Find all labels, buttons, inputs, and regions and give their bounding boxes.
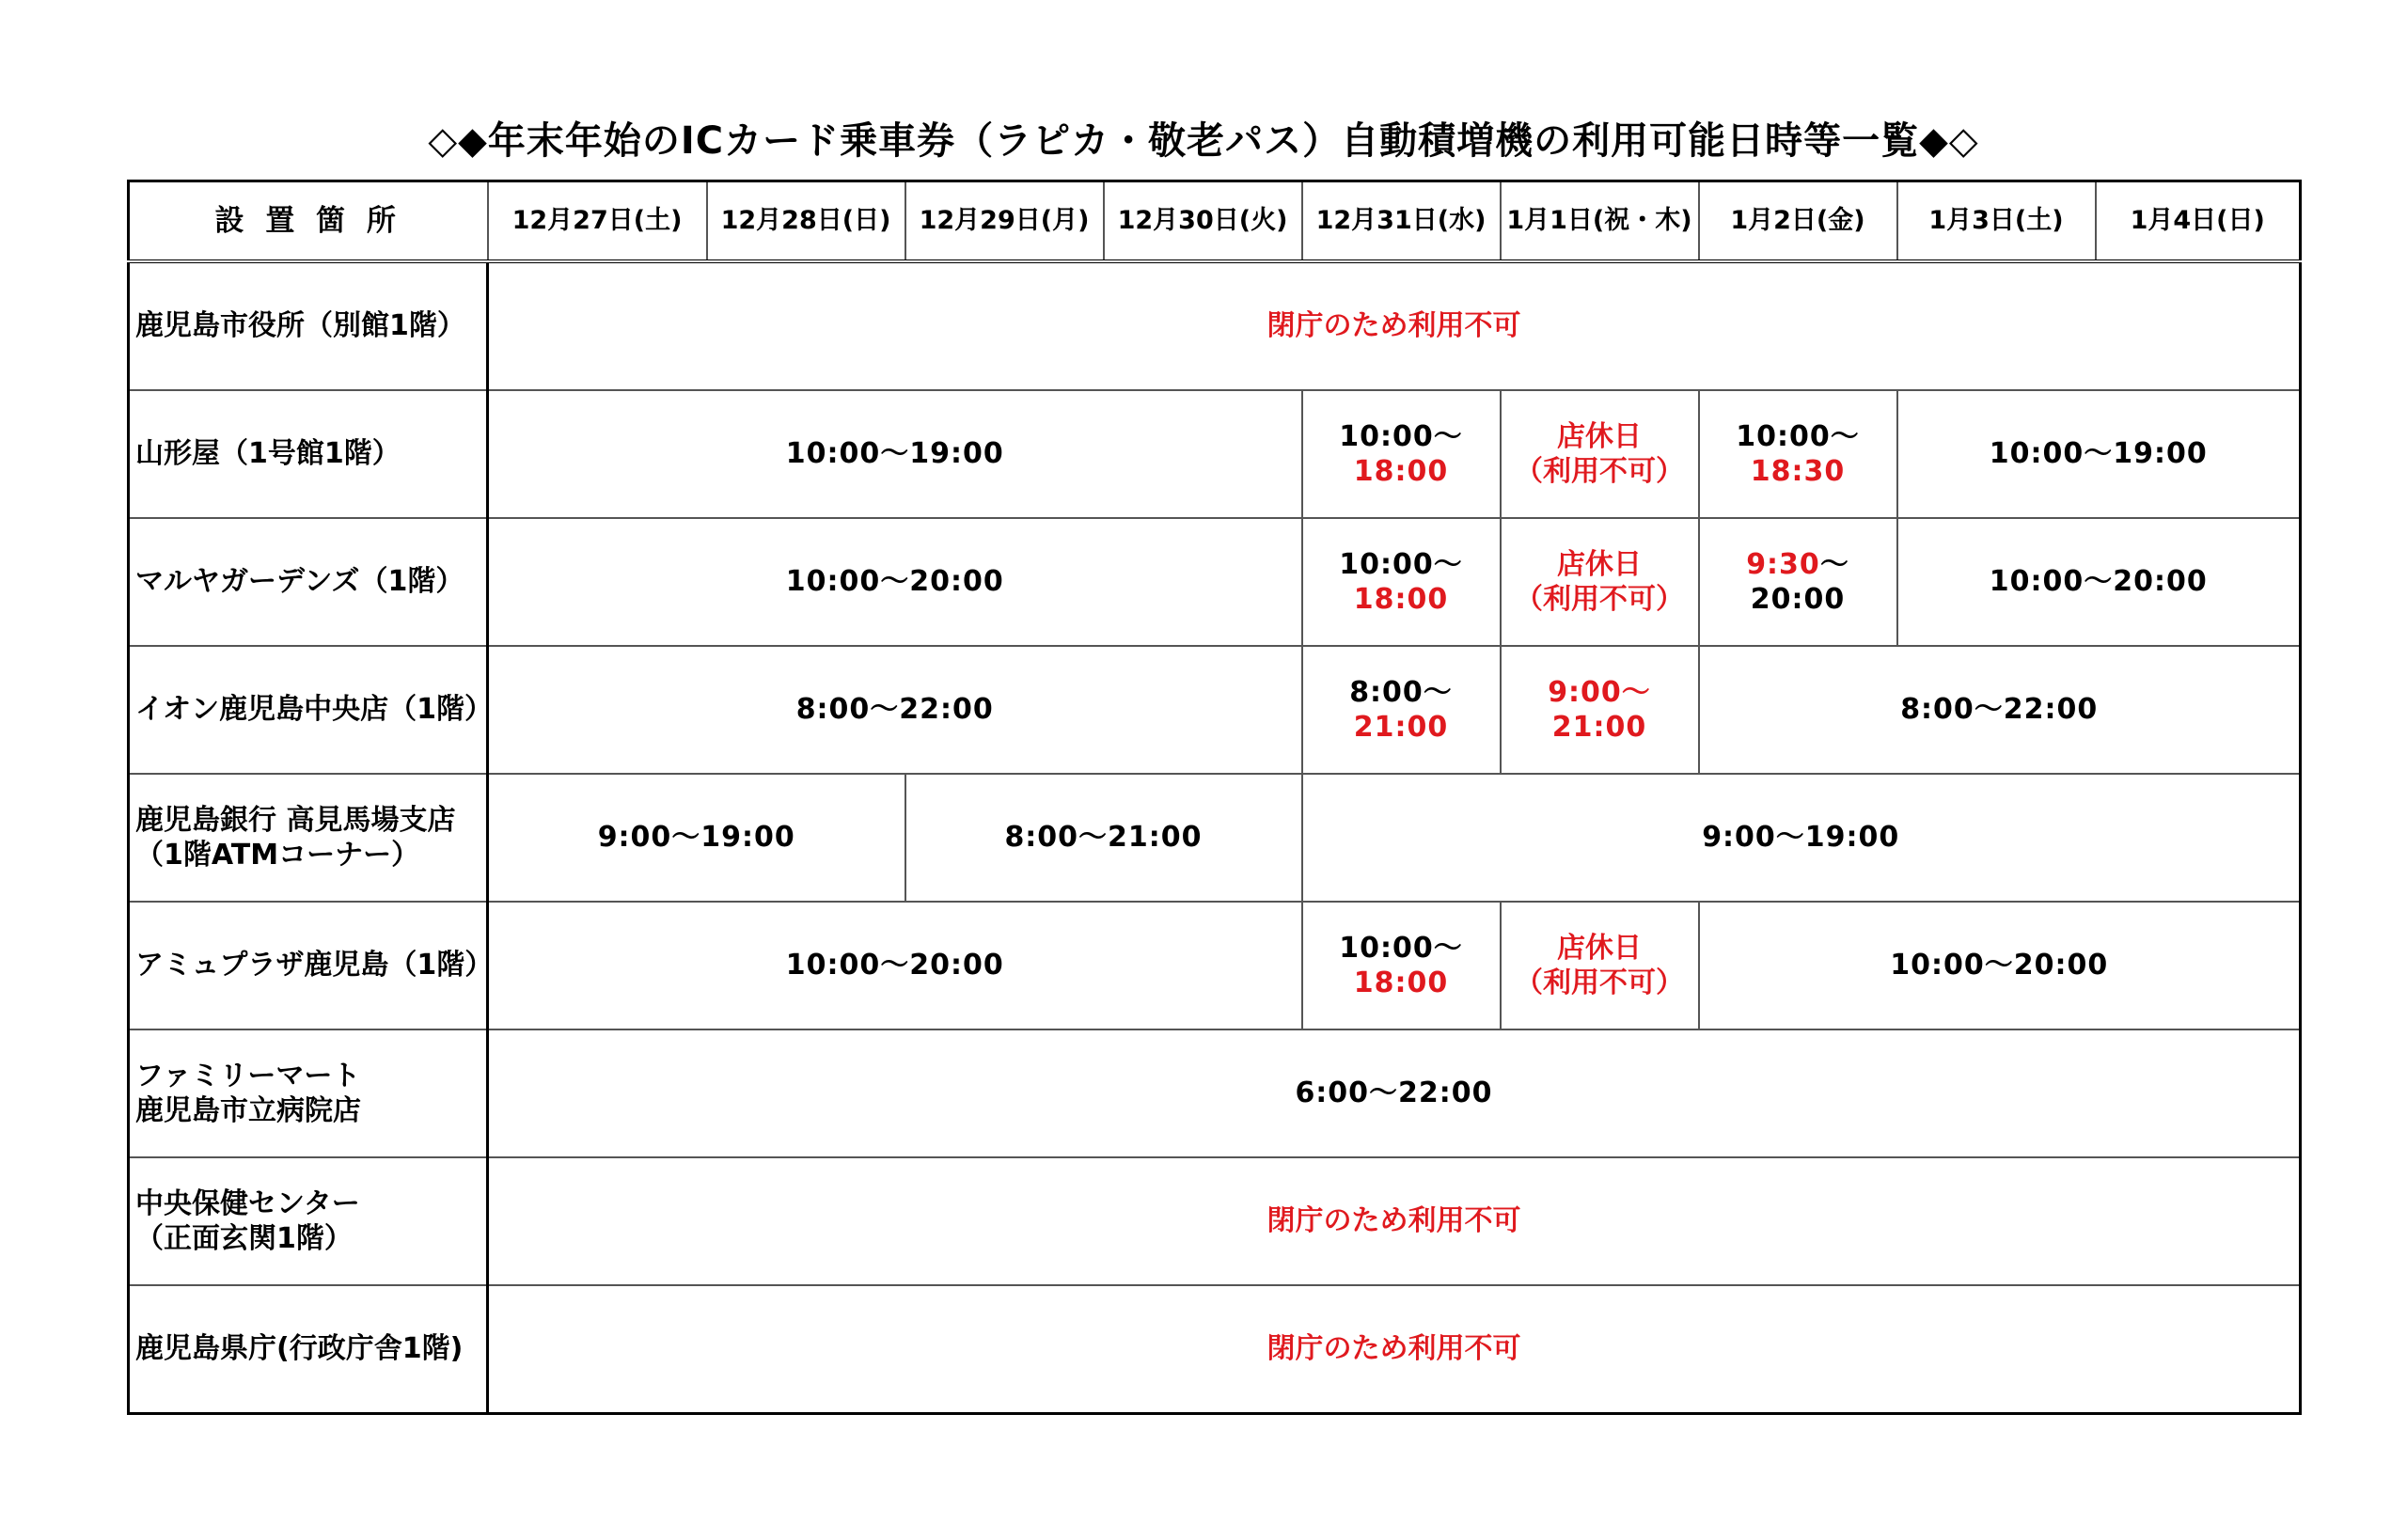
- hours-cell-dec31: 10:00〜18:00: [1302, 390, 1501, 518]
- hours-cell: 10:00〜20:00: [488, 518, 1302, 646]
- hours-cell: 10:00〜20:00: [1897, 518, 2301, 646]
- table-header-row: [129, 181, 2301, 262]
- hours-cell: 6:00〜22:00: [488, 1029, 2301, 1157]
- table-row: [129, 390, 2301, 518]
- header-date: 12月27日(土): [488, 181, 707, 262]
- header-date: 12月31日(水): [1302, 181, 1501, 262]
- header-date: 1月1日(祝・木): [1501, 181, 1699, 262]
- table-row: [129, 1285, 2301, 1414]
- table-row: [129, 1157, 2301, 1285]
- header-location: 設 置 箇 所: [129, 181, 488, 262]
- hours-cell: 8:00〜21:00: [905, 774, 1302, 902]
- table-row: [129, 518, 2301, 646]
- hours-cell: 8:00〜22:00: [488, 646, 1302, 774]
- schedule-table: [127, 180, 2302, 1415]
- table-row: [129, 261, 2301, 390]
- holiday-cell: 店休日 （利用不可）: [1501, 518, 1699, 646]
- closed-cell: 閉庁のため利用不可: [488, 1285, 2301, 1414]
- header-date: 1月2日(金): [1699, 181, 1897, 262]
- location-cell: 鹿児島銀行 高見馬場支店 （1階ATMコーナー）: [129, 774, 488, 902]
- header-date: 12月30日(火): [1104, 181, 1302, 262]
- hours-cell-jan2: 9:30〜20:00: [1699, 518, 1897, 646]
- hours-cell-dec31: 8:00〜21:00: [1302, 646, 1501, 774]
- hours-cell-jan1: 9:00〜21:00: [1501, 646, 1699, 774]
- location-cell: 中央保健センター （正面玄関1階）: [129, 1157, 488, 1285]
- holiday-cell: 店休日 （利用不可）: [1501, 390, 1699, 518]
- location-cell: 鹿児島県庁(行政庁舎1階): [129, 1285, 488, 1414]
- header-date: 1月3日(土): [1897, 181, 2096, 262]
- hours-cell-dec31: 10:00〜18:00: [1302, 902, 1501, 1029]
- location-cell: 鹿児島市役所（別館1階）: [129, 261, 488, 390]
- closed-cell: 閉庁のため利用不可: [488, 1157, 2301, 1285]
- location-cell: アミュプラザ鹿児島（1階）: [129, 902, 488, 1029]
- header-date: 12月28日(日): [707, 181, 905, 262]
- hours-cell: 8:00〜22:00: [1699, 646, 2301, 774]
- hours-cell: 10:00〜20:00: [1699, 902, 2301, 1029]
- location-cell: 山形屋（1号館1階）: [129, 390, 488, 518]
- location-cell: イオン鹿児島中央店（1階）: [129, 646, 488, 774]
- table-row: [129, 646, 2301, 774]
- hours-cell: 10:00〜19:00: [488, 390, 1302, 518]
- closed-cell: 閉庁のため利用不可: [488, 261, 2301, 390]
- hours-cell: 9:00〜19:00: [1302, 774, 2301, 902]
- location-cell: マルヤガーデンズ（1階）: [129, 518, 488, 646]
- page-title: ◇◆年末年始のICカード乗車券（ラピカ・敬老パス）自動積増機の利用可能日時等一覧◆◇: [428, 119, 1979, 163]
- hours-cell: 10:00〜19:00: [1897, 390, 2301, 518]
- header-date: 12月29日(月): [905, 181, 1104, 262]
- hours-cell: 10:00〜20:00: [488, 902, 1302, 1029]
- hours-cell-jan2: 10:00〜18:30: [1699, 390, 1897, 518]
- table-row: [129, 1029, 2301, 1157]
- header-date: 1月4日(日): [2096, 181, 2301, 262]
- holiday-cell: 店休日 （利用不可）: [1501, 902, 1699, 1029]
- table-row: [129, 902, 2301, 1029]
- hours-cell: 9:00〜19:00: [488, 774, 905, 902]
- table-row: [129, 774, 2301, 902]
- location-cell: ファミリーマート 鹿児島市立病院店: [129, 1029, 488, 1157]
- hours-cell-dec31: 10:00〜18:00: [1302, 518, 1501, 646]
